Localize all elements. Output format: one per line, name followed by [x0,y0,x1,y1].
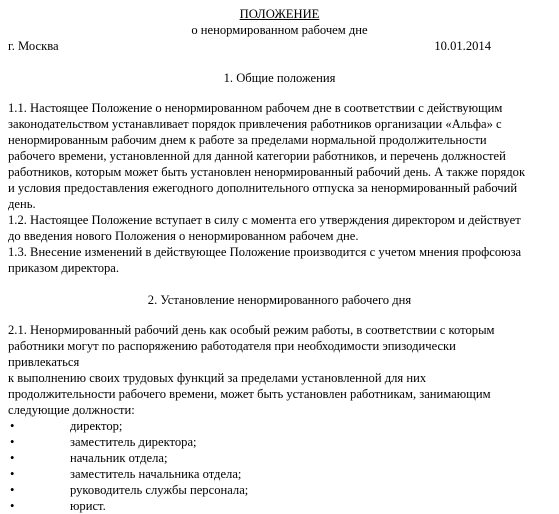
document-subtitle: о ненормированном рабочем дне [191,23,368,37]
position-label: юрист. [70,499,106,513]
city-label: г. Москва [8,39,59,53]
paragraph-line: день. [8,197,36,211]
date-label: 10.01.2014 [434,39,491,53]
paragraph-line: до введения нового Положения о ненормированном рабочем дне. [8,229,359,243]
bullet-icon: • [10,467,15,481]
paragraph-line: следующие должности: [8,403,135,417]
paragraph-line: и условия предоставления ежегодного дополнительного отпуска за ненормированный рабочий [8,181,518,195]
paragraph-line: продолжительности рабочего времени, может быть установлен работникам, занимающим [8,387,491,401]
bullet-icon: • [10,435,15,449]
paragraph-line: работники могут по распоряжению работодателя при необходимости эпизодически [8,339,456,353]
paragraph-line: 1.2. Настоящее Положение вступает в силу с момента его утверждения директором и действует [8,213,521,227]
paragraph-line: ненормированным рабочим днем к работе за пределами нормальной продолжительности [8,133,487,147]
positions-list [8,418,551,514]
document-title [8,6,551,22]
meta-row [8,38,551,54]
list-item [8,434,551,450]
section-1-heading: 1. Общие положения [223,71,336,85]
paragraph-line: законодательством устанавливает порядок привлечения работников организации «Альфа» с [8,117,502,131]
paragraph-line: к выполнению своих трудовых функций за пределами установленной для них [8,371,427,385]
section-1-body [8,100,551,276]
paragraph-line: рабочего времени, установленной для данной категории работников, и перечень должностей [8,149,506,163]
paragraph-line: 1.1. Настоящее Положение о ненормированном рабочем дне в соответствии с действующим [8,101,503,115]
position-label: руководитель службы персонала; [70,483,249,497]
title-text: ПОЛОЖЕНИЕ [239,7,320,21]
section-2-body [8,322,551,514]
position-label: начальник отдела; [70,451,168,465]
paragraph-line: привлекаться [8,355,80,369]
section-2-heading: 2. Установление ненормированного рабочего дня [147,293,412,307]
paragraph-line: 1.3. Внесение изменений в действующее Положение производится с учетом мнения профсоюза [8,245,522,259]
list-item [8,482,551,498]
paragraph-line: приказом директора. [8,261,120,275]
list-item [8,418,551,434]
position-label: заместитель директора; [70,435,197,449]
list-item [8,466,551,482]
list-item [8,498,551,514]
position-label: директор; [70,419,123,433]
bullet-icon: • [10,499,15,513]
position-label: заместитель начальника отдела; [70,467,242,481]
bullet-icon: • [10,419,15,433]
paragraph-line: работников, которым может быть установлен ненормированный рабочий день. А также порядок [8,165,526,179]
list-item [8,450,551,466]
bullet-icon: • [10,483,15,497]
paragraph-line: 2.1. Ненормированный рабочий день как особый режим работы, в соответствии с которым [8,323,495,337]
bullet-icon: • [10,451,15,465]
